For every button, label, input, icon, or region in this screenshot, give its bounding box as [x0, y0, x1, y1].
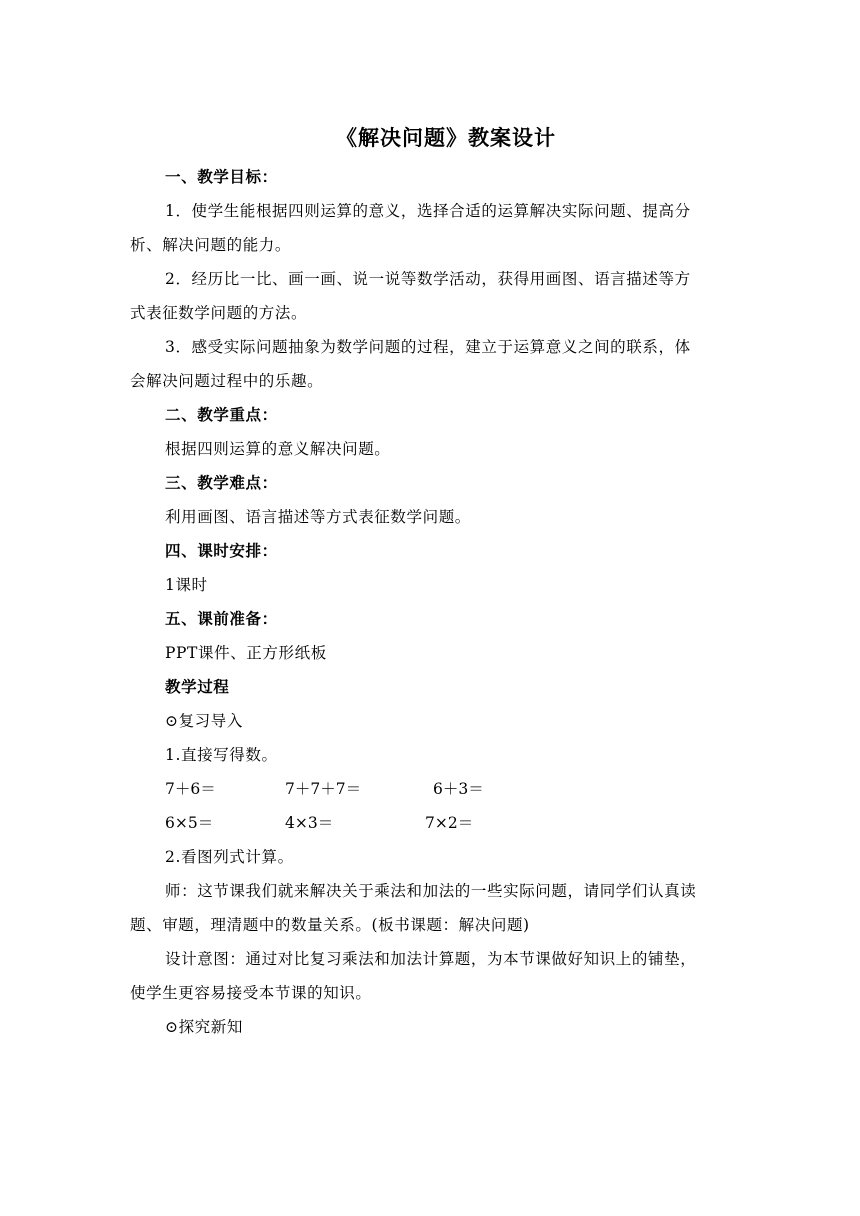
- page-title: 《解决问题》教案设计: [336, 125, 556, 150]
- teacher-line-1: 师：这节课我们就来解决关于乘法和加法的一些实际问题，请同学们认真读: [165, 882, 697, 900]
- goal-2-line-2: 式表征数学问题的方法。: [130, 304, 308, 322]
- schedule-text: 1课时: [165, 576, 208, 594]
- goal-2-line-1: 2．经历比一比、画一画、说一说等数学活动，获得用画图、语言描述等方: [165, 270, 691, 288]
- equation: 4×3＝: [285, 814, 334, 832]
- section-heading-difficulties: 三、教学难点：: [165, 473, 278, 492]
- preparation-text: PPT课件、正方形纸板: [165, 644, 327, 662]
- section-heading-key-points: 二、教学重点：: [165, 405, 278, 424]
- equation: 6×5＝: [165, 814, 214, 832]
- review-heading: ⊙复习导入: [165, 712, 243, 730]
- equation: 7＋7＋7＝: [285, 780, 362, 798]
- explore-heading: ⊙探究新知: [165, 1018, 243, 1036]
- goal-3-line-2: 会解决问题过程中的乐趣。: [130, 372, 324, 390]
- design-intent-line-1: 设计意图：通过对比复习乘法和加法计算题，为本节课做好知识上的铺垫，: [165, 950, 697, 968]
- key-points-text: 根据四则运算的意义解决问题。: [165, 440, 391, 458]
- goal-1-line-2: 析、解决问题的能力。: [130, 236, 292, 254]
- equation: 7×2＝: [425, 814, 474, 832]
- exercise-item-1: 1.直接写得数。: [165, 746, 278, 764]
- section-heading-goals: 一、教学目标：: [165, 167, 278, 186]
- equation: 6＋3＝: [433, 780, 484, 798]
- exercise-item-2: 2.看图列式计算。: [165, 848, 294, 866]
- design-intent-line-2: 使学生更容易接受本节课的知识。: [130, 984, 372, 1002]
- section-heading-preparation: 五、课前准备：: [165, 609, 278, 628]
- difficulties-text: 利用画图、语言描述等方式表征数学问题。: [165, 508, 471, 526]
- section-heading-schedule: 四、课时安排：: [165, 541, 278, 560]
- section-heading-process: 教学过程: [165, 677, 230, 696]
- equation: 7＋6＝: [165, 780, 216, 798]
- teacher-line-2: 题、审题，理清题中的数量关系。(板书课题：解决问题): [130, 916, 530, 934]
- goal-3-line-1: 3．感受实际问题抽象为数学问题的过程，建立于运算意义之间的联系，体: [165, 338, 691, 356]
- goal-1-line-1: 1．使学生能根据四则运算的意义，选择合适的运算解决实际问题、提高分: [165, 202, 691, 220]
